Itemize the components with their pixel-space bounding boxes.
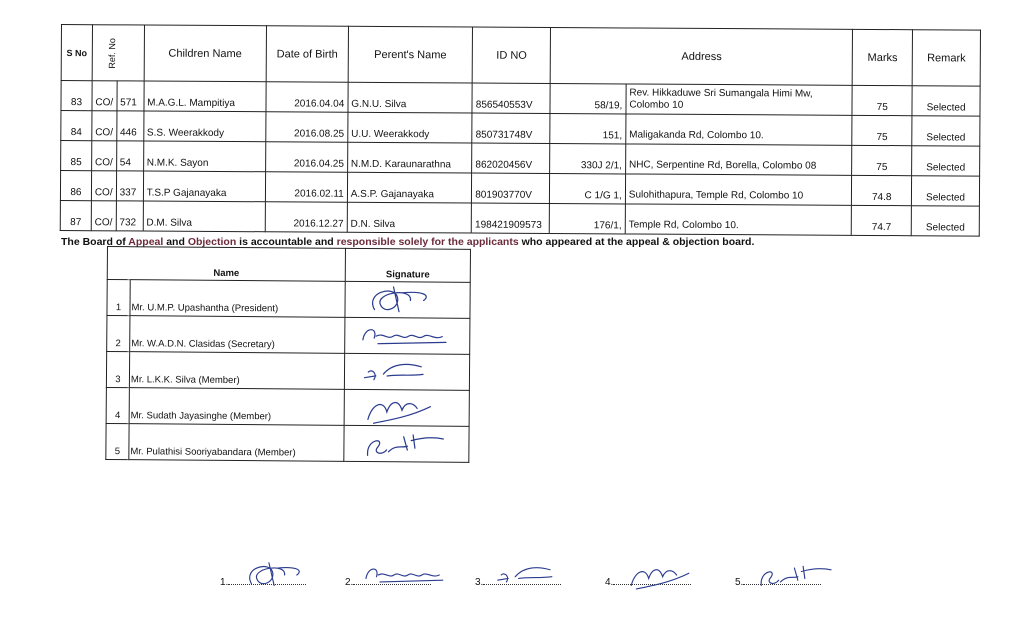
board-member-row: [107, 280, 470, 319]
row-address: Temple Rd, Colombo 10.: [625, 204, 852, 235]
row-house-no: 151,: [550, 113, 626, 143]
row-sno: 84: [61, 111, 92, 141]
board-header-name: Name: [107, 247, 345, 282]
board-member-number: 1: [107, 280, 130, 316]
row-parent-name: U.U. Weerakkody: [348, 112, 473, 143]
row-ref-no: 446: [116, 111, 143, 141]
board-member-row: [106, 352, 469, 391]
board-members-table: [105, 246, 471, 463]
note-text-2: Appeal: [128, 236, 164, 248]
row-id-no: 850731748V: [472, 113, 550, 143]
header-date-of-birth: Date of Birth: [266, 26, 348, 82]
note-text-3: and: [163, 236, 188, 248]
signature-drawing: [345, 355, 469, 390]
row-house-no: C 1/G 1,: [550, 173, 626, 203]
board-member-signature: [345, 281, 470, 318]
row-house-no: 58/19,: [550, 83, 626, 113]
board-member-name: Mr. L.K.K. Silva (Member): [129, 352, 344, 390]
note-text-6: responsible solely for the applicants: [336, 236, 519, 248]
row-date-of-birth: 2016.08.25: [266, 112, 348, 142]
row-ref-no: 54: [116, 141, 143, 171]
footer-signature-number: 4.: [605, 577, 614, 588]
note-text-5: is accountable and: [236, 236, 337, 248]
board-member-row: [106, 387, 469, 426]
row-parent-name: G.N.U. Silva: [348, 82, 473, 113]
row-ref-no: 571: [117, 81, 144, 111]
row-children-name: D.M. Silva: [143, 201, 266, 232]
row-parent-name: D.N. Silva: [347, 202, 472, 233]
header-id-no: ID NO: [472, 27, 550, 83]
row-ref-no: 337: [116, 171, 143, 201]
board-member-number: 5: [106, 423, 129, 459]
row-id-no: 801903770V: [472, 173, 550, 203]
board-member-signature: [344, 389, 469, 426]
board-member-row: [107, 316, 470, 355]
footer-signature-drawing: [489, 556, 585, 599]
row-children-name: T.S.P Gajanayaka: [143, 171, 266, 202]
row-ref-no: 732: [116, 201, 143, 231]
board-member-row: [106, 423, 469, 462]
board-member-name: Mr. Pulathisi Sooriyabandara (Member): [129, 424, 344, 462]
note-text-7: who appeared at the appeal & objection board.: [518, 236, 755, 248]
board-member-number: 3: [106, 352, 129, 388]
row-house-no: 330J 2/1,: [550, 143, 626, 173]
row-parent-name: N.M.D. Karaunarathna: [347, 142, 472, 173]
row-id-no: 856540553V: [472, 83, 550, 113]
row-marks: 74.7: [852, 205, 912, 235]
board-member-name: Mr. Sudath Jayasinghe (Member): [129, 388, 344, 426]
signature-drawing: [345, 283, 469, 318]
board-member-signature: [345, 317, 470, 354]
header-address: Address: [550, 27, 852, 85]
board-header-signature: Signature: [345, 248, 470, 282]
row-id-no: 198421909573: [472, 203, 550, 233]
header-ref-no-label: Ref. No: [106, 37, 118, 69]
header-parent-name: Perent's Name: [348, 26, 473, 83]
row-marks: 74.8: [852, 175, 912, 205]
row-sno: 86: [60, 171, 91, 201]
footer-signature-drawing: [359, 556, 455, 599]
row-sno: 87: [60, 200, 91, 230]
row-address: Rev. Hikkaduwe Sri Sumangala Himi Mw, Colombo 10: [626, 84, 853, 115]
row-address: NHC, Serpentine Rd, Borella, Colombo 08: [625, 144, 852, 175]
row-ref-prefix: CO/: [91, 141, 116, 171]
board-member-name: Mr. U.M.P. Upashantha (President): [130, 280, 345, 318]
header-sno: S No: [61, 25, 92, 81]
board-member-number: 2: [107, 316, 130, 352]
row-children-name: M.A.G.L. Mampitiya: [144, 81, 267, 112]
board-header-row: [107, 247, 470, 283]
header-ref-no: [92, 25, 144, 81]
footer-signature-number: 2.: [345, 577, 354, 588]
signature-drawing: [345, 391, 469, 426]
row-date-of-birth: 2016.12.27: [265, 202, 347, 232]
table-header-row: [61, 25, 980, 87]
table-row: [60, 200, 979, 236]
row-marks: 75: [852, 85, 912, 115]
board-member-number: 4: [106, 387, 129, 423]
row-address: Sulohithapura, Temple Rd, Colombo 10: [625, 174, 852, 205]
row-date-of-birth: 2016.04.25: [266, 142, 348, 172]
row-marks: 75: [852, 115, 912, 145]
header-children-name: Children Name: [144, 25, 267, 82]
row-parent-name: A.S.P. Gajanayaka: [347, 172, 472, 203]
row-children-name: S.S. Weerakkody: [143, 111, 266, 142]
signature-drawing: [344, 427, 468, 462]
row-remark: Selected: [912, 86, 980, 116]
row-id-no: 862020456V: [472, 143, 550, 173]
row-ref-prefix: CO/: [91, 201, 116, 231]
footer-signature-number: 3.: [475, 577, 484, 588]
row-remark: Selected: [912, 146, 980, 176]
board-member-name: Mr. W.A.D.N. Clasidas (Secretary): [130, 316, 345, 354]
footer-signature-drawing: [234, 556, 330, 599]
row-date-of-birth: 2016.04.04: [266, 82, 348, 112]
row-children-name: N.M.K. Sayon: [143, 141, 266, 172]
row-date-of-birth: 2016.02.11: [265, 172, 347, 202]
applicants-table: [60, 24, 981, 237]
note-text-1: The Board of: [61, 236, 129, 248]
row-sno: 85: [61, 141, 92, 171]
header-marks: Marks: [852, 29, 912, 85]
row-remark: Selected: [912, 116, 980, 146]
footer-signature-number: 1.: [220, 577, 229, 588]
footer-signature-drawing: [749, 556, 845, 599]
row-ref-prefix: CO/: [92, 111, 117, 141]
footer-signatures: [0, 560, 1024, 610]
row-sno: 83: [61, 81, 92, 111]
row-house-no: 176/1,: [549, 203, 625, 233]
row-ref-prefix: CO/: [92, 81, 117, 111]
header-remark: Remark: [912, 30, 980, 86]
row-address: Maligakanda Rd, Colombo 10.: [626, 114, 853, 145]
row-marks: 75: [852, 145, 912, 175]
signature-drawing: [345, 319, 469, 354]
footer-signature-drawing: [619, 556, 715, 599]
row-remark: Selected: [912, 176, 980, 206]
board-member-signature: [344, 425, 469, 462]
note-text-4: Objection: [187, 236, 237, 248]
row-remark: Selected: [911, 206, 979, 236]
board-member-signature: [344, 353, 469, 390]
row-ref-prefix: CO/: [91, 171, 116, 201]
footer-signature-number: 5.: [735, 577, 744, 588]
